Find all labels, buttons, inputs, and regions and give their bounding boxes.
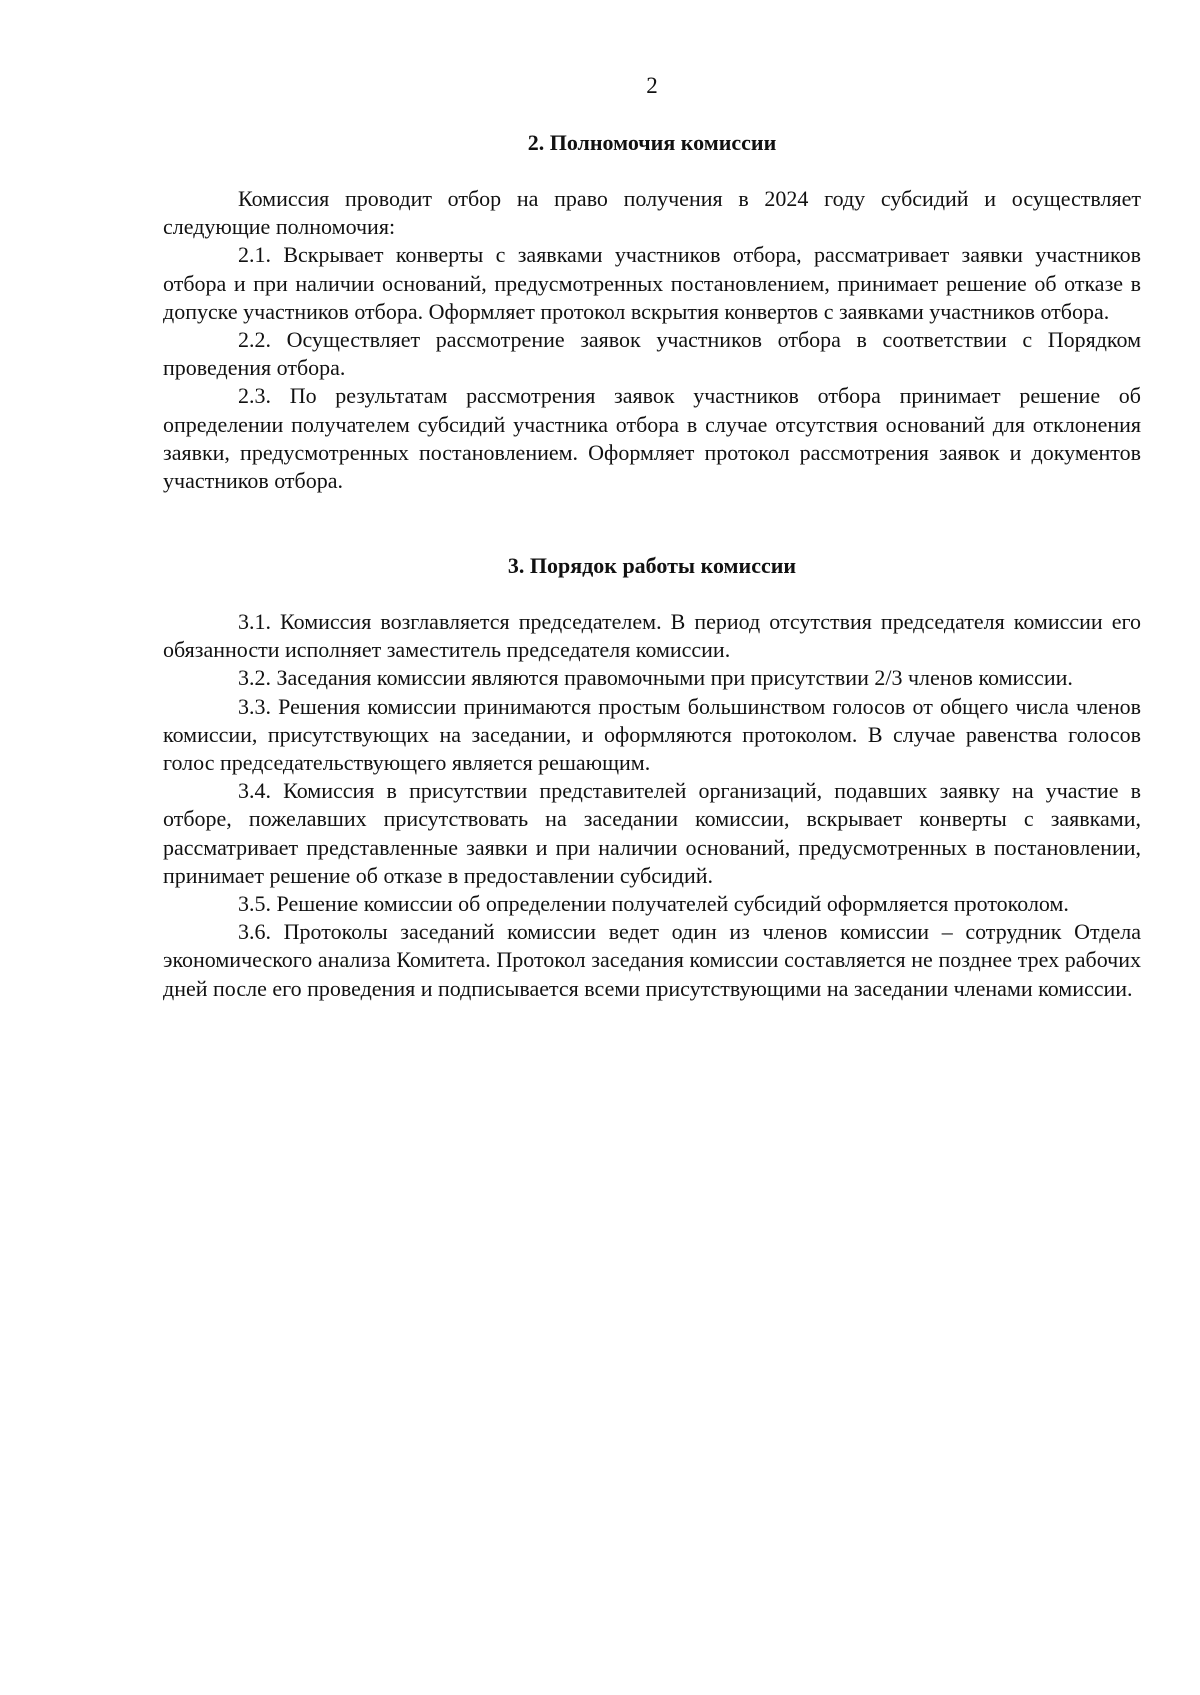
section-3-body [163,608,1141,1003]
page-number: 2 [646,73,658,98]
clause-3-1-paragraph: 3.1. Комиссия возглавляется председателем. В период отсутствия председателя комиссии его обязанности исполняет заместитель председателя комиссии. [163,609,1141,663]
clause-2-3-paragraph: 2.3. По результатам рассмотрения заявок участников отбора принимает решение об определении получателем субсидий участника отбора в случае отсутствия оснований для отклонения заявки, предусмотренных постановлением. Оформляет протокол рассмотрения заявок и документов участников отбора. [163,383,1141,494]
clause-3-5-paragraph: 3.5. Решение комиссии об определении получателей субсидий оформляется протоколом. [238,891,1069,917]
clause-3-2-paragraph: 3.2. Заседания комиссии являются правомочными при присутствии 2/3 членов комиссии. [238,665,1073,691]
clause-3-4-paragraph: 3.4. Комиссия в присутствии представителей организаций, подавших заявку на участие в отборе, пожелавших присутствовать на заседании комиссии, вскрывает конверты с заявками, рассматривает представленные заявки и при наличии оснований, предусмотренных в постановлении, принимает решение об отказе в предоставлении субсидий. [163,778,1141,888]
section-2-intro-paragraph: Комиссия проводит отбор на право получения в 2024 году субсидий и осуществляет следующие полномочия: [163,186,1141,240]
section-3-heading: 3. Порядок работы комиссии [507,553,797,578]
clause-2-2-paragraph: 2.2. Осуществляет рассмотрение заявок участников отбора в соответствии с Порядком проведения отбора. [163,327,1141,381]
section-2-body [163,185,1141,495]
clause-3-6-paragraph: 3.6. Протоколы заседаний комиссии ведет один из членов комиссии – сотрудник Отдела экономического анализа Комитета. Протокол заседания комиссии составляется не позднее трех рабочих дней после его проведения и подписывается всеми присутствующими на заседании членами комиссии. [163,919,1141,1001]
clause-2-1-paragraph: 2.1. Вскрывает конверты с заявками участников отбора, рассматривает заявки участников отбора и при наличии оснований, предусмотренных постановлением, принимает решение об отказе в допуске участников отбора. Оформляет протокол вскрытия конвертов с заявками участников отбора. [163,242,1141,324]
clause-3-3-paragraph: 3.3. Решения комиссии принимаются простым большинством голосов от общего числа членов комиссии, присутствующих на заседании, и оформляются протоколом. В случае равенства голосов голос председательствующего является решающим. [163,693,1141,776]
section-2-heading: 2. Полномочия комиссии [527,130,777,155]
